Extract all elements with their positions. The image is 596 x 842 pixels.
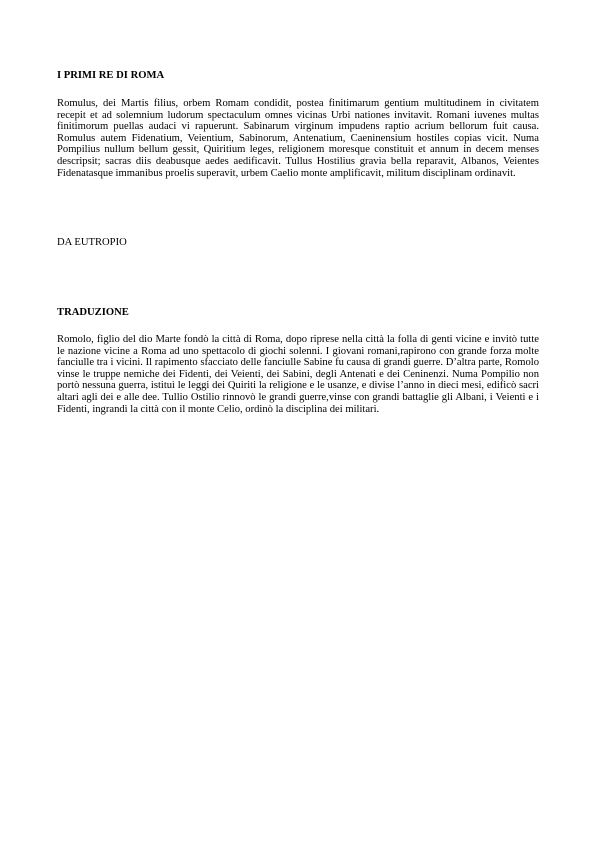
translation-title: TRADUZIONE <box>57 307 129 318</box>
source-attribution: DA EUTROPIO <box>57 237 127 248</box>
translation-text: Romolo, figlio del dio Marte fondò la città di Roma, dopo riprese nella città la folla di genti vicine e invitò tutte le nazione vicine a Roma ad uno spettacolo di giochi solenni. I giovani romani,rapirono con grande forza molte fanciulle tra i vicini. Il rapimento sfacciato delle fanciulle Sabine fu causa di grandi guerre. D’altra parte, Romolo vinse le truppe nemiche dei Fidenti, dei Veienti, dei Sabini, degli Antenati e dei Ceninenzi. Numa Pompilio non portò nessuna guerra, istituì le leggi dei Quiriti la religione e le usanze, e divise l’anno in dieci mesi, edificò sacri altari agli dei e alle dee. Tullio Ostilio rinnovò le grandi guerre,vinse con grandi battaglie gli Albani, i Veienti e i Fidenti, ingrandì la città con il monte Celio, ordinò la disciplina dei militari. <box>57 334 539 415</box>
latin-title: I PRIMI RE DI ROMA <box>57 70 165 81</box>
latin-text: Romulus, dei Martis filius, orbem Romam condidit, postea finitimarum gentium multitudinem in civitatem recepit et ad solemnium ludorum spectaculum omnes vicinas Urbi nationes invitavit. Romani iuvenes multas finitimorum puellas audaci vi rapuerunt. Sabinarum virginum impudens raptio acrium bellorum fuit causa. Romulus autem Fidenatium, Veientium, Sabinorum, Antenatium, Caeninensium hostiles copias vicit. Numa Pompilius nullum bellum gessit, Quiritium leges, religionem moresque constituit et annum in decem menses descripsit; sacras diis deabusque aedes aedificavit. Tullus Hostilius gravia bella reparavit, Albanos, Veientes Fidenatasque immanibus proelis superavit, urbem Caelio monte amplificavit, militum disciplinam ordinavit. <box>57 98 539 179</box>
